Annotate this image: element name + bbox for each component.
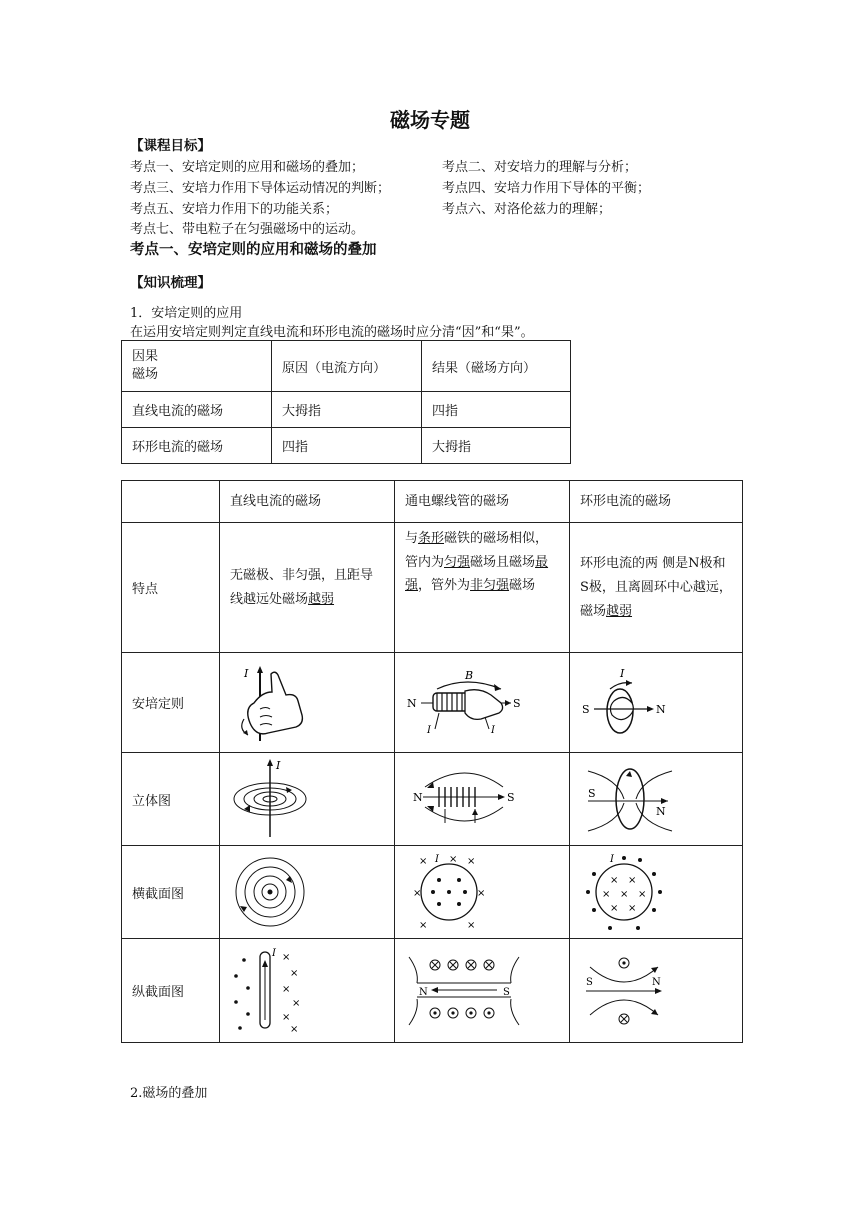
svg-text:×: ×: [467, 920, 476, 931]
stereo-ring-cell: [570, 753, 743, 846]
fig-label: I: [244, 666, 249, 680]
cross-solenoid-cell: [395, 846, 570, 939]
topic1-heading: 考点一、安培定则的应用和磁场的叠加: [130, 242, 377, 258]
straight-current-longitudinal: [230, 946, 310, 1036]
corner-cell: [122, 341, 272, 392]
goal-6: 考点六、对洛伦兹力的理解；: [442, 202, 612, 217]
svg-text:×: ×: [467, 856, 476, 867]
fig-label: I: [610, 854, 614, 865]
fig-label: N: [656, 805, 666, 818]
straight-current-cross-section: [230, 852, 310, 932]
table-row: [122, 428, 571, 464]
straight-current-3d-diagram: [230, 757, 340, 841]
page-title: 磁场专题: [390, 108, 470, 132]
feature-text: 与: [405, 531, 419, 546]
fig-label: S: [513, 696, 521, 710]
feature-straight: [220, 523, 395, 653]
row-cause: 大拇指: [272, 392, 422, 428]
row-name: 直线电流的磁场: [122, 392, 272, 428]
feature-ring: [570, 523, 743, 653]
item1-title: 1．安培定则的应用: [130, 306, 243, 321]
feature-text: 磁铁的磁场相似，管内为: [405, 531, 549, 570]
goal-3: 考点三、安培力作用下导体运动情况的判断；: [130, 181, 391, 196]
row-label-cross: 横截面图: [122, 846, 220, 939]
row-label-ampere: 安培定则: [122, 653, 220, 753]
feature-text: 无磁极、非匀强，且距导线越远处磁场: [230, 567, 374, 607]
row-effect: 四指: [422, 392, 571, 428]
stereo-straight-cell: [220, 753, 395, 846]
svg-text:×: ×: [290, 967, 299, 979]
fig-label: S: [503, 986, 510, 998]
fig-label: I: [276, 759, 281, 772]
feature-underline: 越弱: [606, 603, 633, 619]
svg-text:×: ×: [610, 903, 619, 914]
right-hand-straight-icon: [230, 663, 320, 743]
course-goal-heading: 【课程目标】: [130, 138, 211, 154]
svg-text:×: ×: [290, 1023, 299, 1035]
row-name: 环形电流的磁场: [122, 428, 272, 464]
svg-text:×: ×: [292, 997, 301, 1009]
row-effect: 大拇指: [422, 428, 571, 464]
header-straight: 直线电流的磁场: [220, 481, 395, 523]
ampere-straight-cell: [220, 653, 395, 753]
ring-current-cross-section: [580, 852, 680, 932]
goal-7: 考点七、带电粒子在匀强磁场中的运动。: [130, 222, 365, 237]
long-solenoid-cell: [395, 939, 570, 1043]
svg-text:×: ×: [620, 889, 629, 900]
row-label-3d: 立体图: [122, 753, 220, 846]
goal-5: 考点五、安培力作用下的功能关系；: [130, 202, 339, 217]
row-label-feature: 特点: [122, 523, 220, 653]
svg-text:×: ×: [419, 856, 428, 867]
feature-text: ，管外为: [418, 578, 471, 593]
ampere-ring-cell: [570, 653, 743, 753]
item1-desc: 在运用安培定则判定直线电流和环形电流的磁场时应分清“因”和“果”。: [130, 325, 534, 340]
solenoid-3d-diagram: [405, 757, 535, 841]
svg-text:×: ×: [628, 875, 637, 886]
stereo-solenoid-cell: [395, 753, 570, 846]
svg-text:×: ×: [638, 889, 647, 900]
long-ring-cell: [570, 939, 743, 1043]
fig-label: S: [582, 702, 590, 716]
fig-label: N: [652, 976, 661, 988]
header-solenoid: 通电螺线管的磁场: [395, 481, 570, 523]
corner-top: 因果: [132, 349, 159, 364]
knowledge-heading: 【知识梳理】: [130, 275, 211, 291]
fig-label: S: [588, 787, 596, 800]
header-effect: 结果（磁场方向）: [422, 341, 571, 392]
feature-underline: 条形: [418, 531, 445, 546]
fig-label: I: [435, 854, 439, 865]
table-row: [122, 392, 571, 428]
feature-text: 磁场: [509, 578, 536, 593]
feature-underline: 最强: [405, 554, 549, 593]
header-cause: 原因（电流方向）: [272, 341, 422, 392]
svg-text:×: ×: [282, 1011, 291, 1023]
fig-label: N: [413, 791, 423, 804]
svg-text:×: ×: [282, 951, 291, 963]
feature-underline: 非匀强: [470, 578, 510, 593]
fig-label: N: [656, 702, 666, 716]
magnetic-field-table: [121, 480, 743, 1043]
fig-label: I: [272, 947, 276, 959]
header-ring: 环形电流的磁场: [570, 481, 743, 523]
svg-text:×: ×: [477, 888, 486, 899]
feature-text: 磁场且磁场: [470, 554, 536, 570]
cross-straight-cell: [220, 846, 395, 939]
row-label-longitudinal: 纵截面图: [122, 939, 220, 1043]
ring-current-3d-diagram: [580, 757, 680, 841]
cross-ring-cell: [570, 846, 743, 939]
svg-text:×: ×: [282, 983, 291, 995]
fig-label: S: [586, 976, 593, 988]
svg-text:×: ×: [602, 889, 611, 900]
right-hand-ring-icon: [580, 663, 680, 743]
goal-1: 考点一、安培定则的应用和磁场的叠加；: [130, 160, 365, 175]
feature-underline: 越弱: [308, 591, 335, 607]
svg-text:×: ×: [449, 854, 458, 865]
fig-label: I: [620, 666, 625, 680]
svg-text:×: ×: [610, 875, 619, 886]
item2-title: 2.磁场的叠加: [130, 1086, 208, 1101]
ampere-solenoid-cell: [395, 653, 570, 753]
fig-label: N: [419, 986, 428, 998]
svg-text:×: ×: [419, 920, 428, 931]
fig-label: I: [427, 724, 431, 736]
right-hand-solenoid-icon: [405, 663, 535, 743]
fig-label: N: [407, 696, 417, 710]
svg-text:×: ×: [413, 888, 422, 899]
corner-empty: [122, 481, 220, 523]
ring-current-longitudinal: [580, 949, 680, 1033]
corner-bottom: 磁场: [132, 367, 159, 382]
fig-label: I: [491, 724, 495, 736]
cause-effect-table: [121, 340, 571, 464]
svg-text:×: ×: [628, 903, 637, 914]
solenoid-longitudinal: [405, 949, 535, 1033]
feature-underline: 匀强: [444, 554, 471, 570]
fig-label: B: [465, 668, 474, 682]
solenoid-cross-section: [405, 852, 505, 932]
long-straight-cell: [220, 939, 395, 1043]
goal-4: 考点四、安培力作用下导体的平衡；: [442, 181, 651, 196]
fig-label: S: [507, 791, 515, 804]
feature-solenoid: [395, 523, 570, 653]
row-cause: 四指: [272, 428, 422, 464]
goal-2: 考点二、对安培力的理解与分析；: [442, 160, 638, 175]
feature-text: 环形电流的两 侧是N极和S极，且离圆环中心越远，磁场: [580, 555, 732, 619]
